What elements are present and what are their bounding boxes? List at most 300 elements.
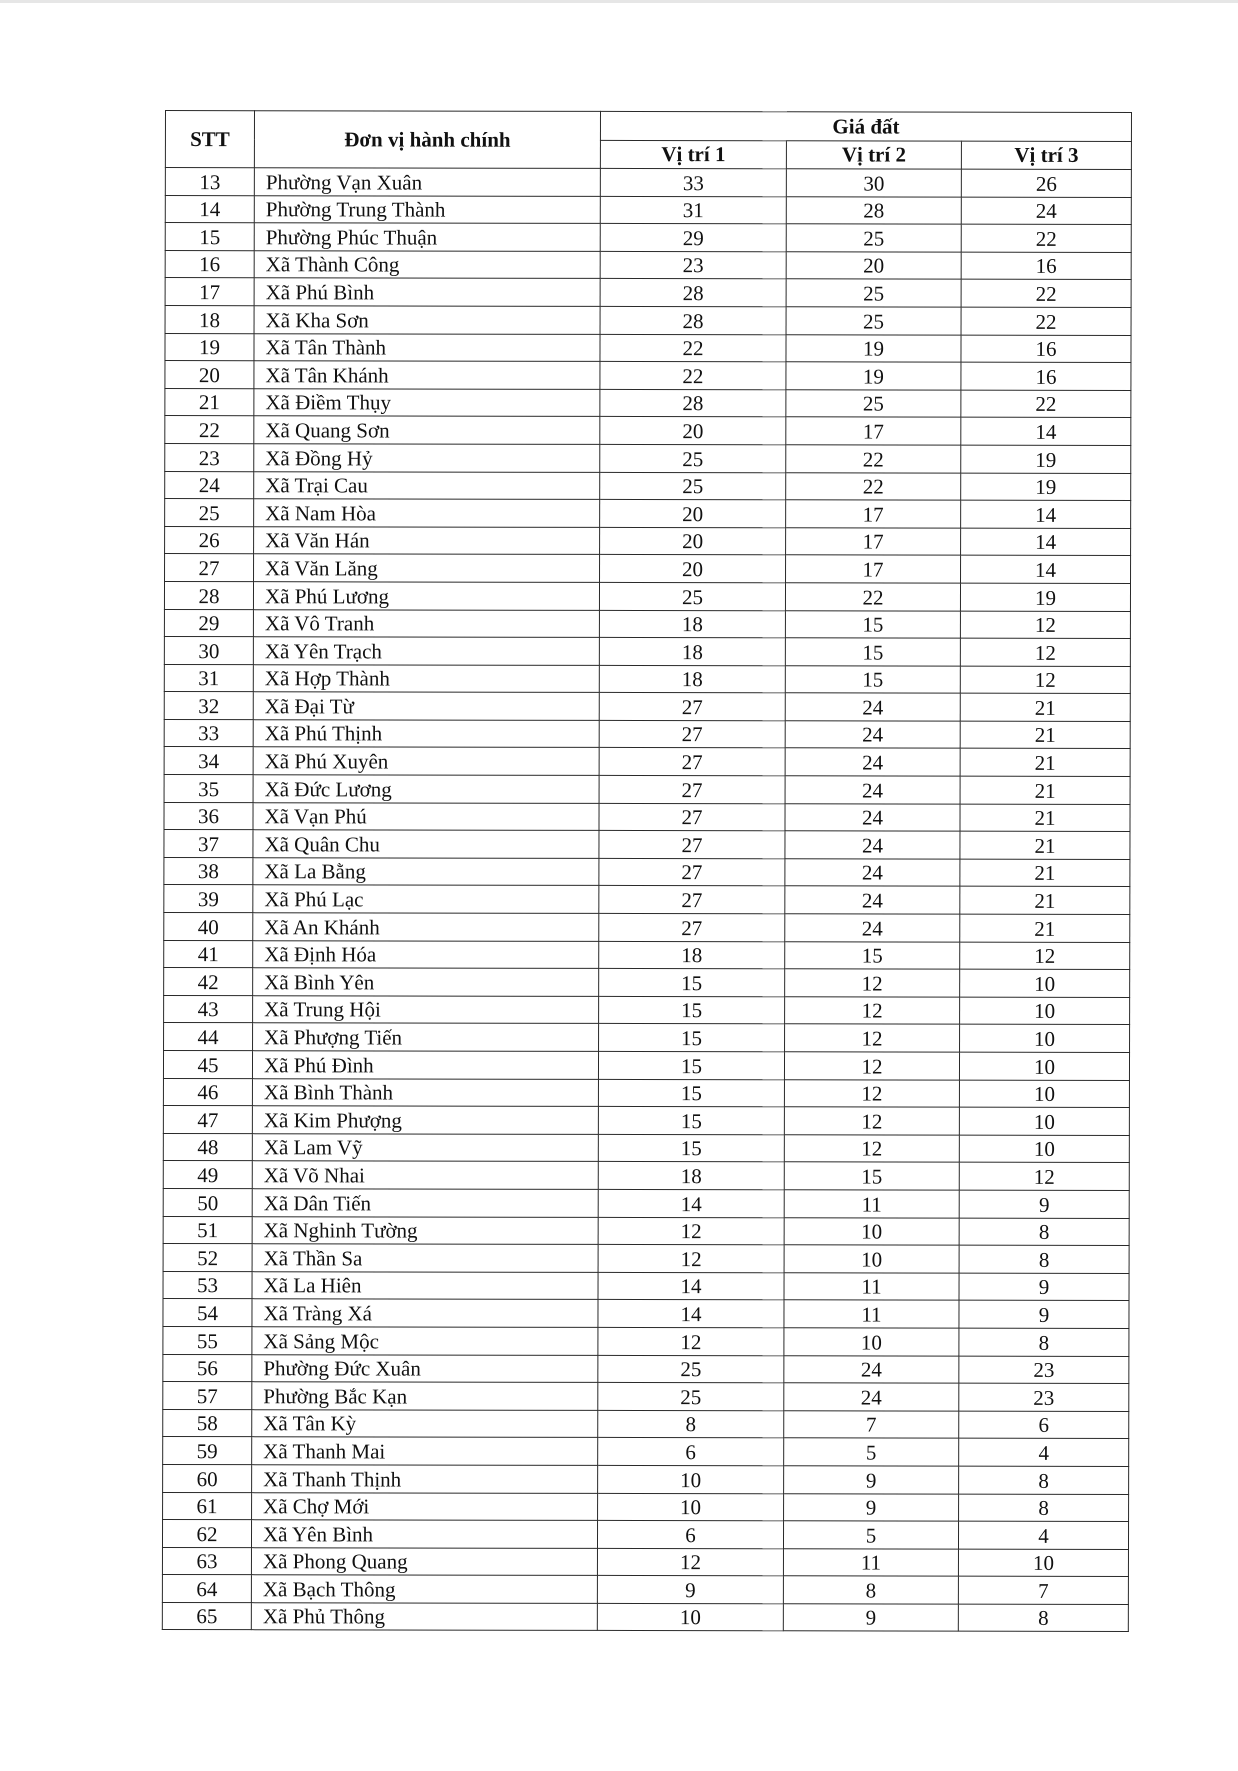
table-row bbox=[165, 499, 1131, 529]
row-price-position-2: 25 bbox=[786, 224, 961, 252]
row-admin-unit: Xã Phú Đình bbox=[252, 1051, 598, 1079]
table-row bbox=[164, 719, 1130, 749]
row-stt: 40 bbox=[164, 913, 253, 941]
row-price-position-2: 25 bbox=[786, 307, 961, 335]
row-price-position-1: 27 bbox=[599, 858, 785, 886]
row-stt: 27 bbox=[165, 554, 254, 582]
row-price-position-3: 9 bbox=[959, 1273, 1129, 1301]
row-admin-unit: Xã Phượng Tiến bbox=[253, 1023, 599, 1051]
row-admin-unit: Xã Tân Kỳ bbox=[252, 1409, 598, 1437]
row-price-position-1: 15 bbox=[598, 1134, 784, 1162]
row-price-position-1: 25 bbox=[598, 1355, 784, 1383]
row-price-position-3: 21 bbox=[960, 721, 1130, 749]
row-price-position-2: 24 bbox=[785, 859, 960, 887]
row-price-position-3: 9 bbox=[959, 1190, 1129, 1218]
row-price-position-3: 12 bbox=[960, 942, 1130, 970]
table-row bbox=[164, 857, 1130, 887]
row-price-position-1: 14 bbox=[598, 1189, 784, 1217]
table-row bbox=[165, 278, 1131, 308]
row-price-position-3: 24 bbox=[961, 197, 1131, 225]
row-price-position-3: 21 bbox=[960, 831, 1130, 859]
row-stt: 44 bbox=[164, 1023, 253, 1051]
row-price-position-2: 25 bbox=[786, 390, 961, 418]
row-admin-unit: Xã Phú Bình bbox=[254, 278, 600, 306]
row-stt: 51 bbox=[163, 1216, 252, 1244]
land-price-table-container bbox=[162, 110, 1131, 1632]
row-price-position-2: 19 bbox=[786, 334, 961, 362]
row-admin-unit: Phường Trung Thành bbox=[254, 195, 600, 223]
row-price-position-3: 6 bbox=[959, 1411, 1129, 1439]
row-price-position-3: 21 bbox=[960, 914, 1130, 942]
row-price-position-1: 18 bbox=[599, 638, 785, 666]
row-stt: 26 bbox=[165, 526, 254, 554]
row-stt: 32 bbox=[164, 692, 253, 720]
row-stt: 23 bbox=[165, 443, 254, 471]
row-stt: 61 bbox=[163, 1492, 252, 1520]
table-row bbox=[163, 1078, 1129, 1108]
table-row bbox=[165, 195, 1131, 225]
row-price-position-2: 15 bbox=[784, 1162, 959, 1190]
row-price-position-1: 28 bbox=[600, 389, 786, 417]
row-price-position-1: 33 bbox=[600, 168, 786, 196]
row-price-position-1: 12 bbox=[598, 1245, 784, 1273]
row-price-position-3: 12 bbox=[960, 666, 1130, 694]
row-price-position-1: 10 bbox=[598, 1465, 784, 1493]
row-price-position-1: 22 bbox=[600, 334, 786, 362]
row-price-position-3: 23 bbox=[959, 1356, 1129, 1384]
row-stt: 33 bbox=[164, 719, 253, 747]
row-price-position-1: 27 bbox=[599, 913, 785, 941]
row-price-position-2: 12 bbox=[784, 1079, 959, 1107]
table-row bbox=[165, 168, 1131, 198]
row-admin-unit: Xã Kim Phượng bbox=[252, 1106, 598, 1134]
row-price-position-2: 24 bbox=[785, 886, 960, 914]
row-price-position-1: 27 bbox=[599, 720, 785, 748]
row-price-position-1: 28 bbox=[600, 279, 786, 307]
row-price-position-1: 14 bbox=[598, 1300, 784, 1328]
row-stt: 31 bbox=[164, 664, 253, 692]
row-price-position-2: 17 bbox=[786, 555, 961, 583]
row-stt: 16 bbox=[165, 250, 254, 278]
table-row bbox=[164, 609, 1130, 639]
row-price-position-2: 22 bbox=[786, 445, 961, 473]
row-stt: 57 bbox=[163, 1382, 252, 1410]
row-admin-unit: Phường Bắc Kạn bbox=[252, 1382, 598, 1410]
row-price-position-2: 24 bbox=[784, 1355, 959, 1383]
row-price-position-1: 12 bbox=[598, 1327, 784, 1355]
row-stt: 37 bbox=[164, 830, 253, 858]
row-price-position-1: 20 bbox=[600, 417, 786, 445]
table-row bbox=[164, 747, 1130, 777]
table-body bbox=[162, 168, 1131, 1632]
row-price-position-3: 22 bbox=[961, 280, 1131, 308]
row-stt: 41 bbox=[164, 940, 253, 968]
row-price-position-2: 12 bbox=[784, 1135, 959, 1163]
table-row bbox=[165, 223, 1131, 253]
row-stt: 22 bbox=[165, 416, 254, 444]
row-stt: 17 bbox=[165, 278, 254, 306]
row-stt: 14 bbox=[165, 195, 254, 223]
row-admin-unit: Phường Vạn Xuân bbox=[254, 168, 600, 196]
row-price-position-2: 10 bbox=[784, 1328, 959, 1356]
row-price-position-2: 8 bbox=[783, 1576, 958, 1604]
row-stt: 39 bbox=[164, 885, 253, 913]
row-price-position-1: 27 bbox=[599, 775, 785, 803]
row-stt: 62 bbox=[162, 1520, 251, 1548]
row-price-position-2: 17 bbox=[786, 500, 961, 528]
table-header bbox=[165, 111, 1131, 170]
row-admin-unit: Xã Định Hóa bbox=[253, 940, 599, 968]
row-admin-unit: Xã Bình Yên bbox=[253, 968, 599, 996]
header-position-1: Vị trí 1 bbox=[600, 140, 786, 169]
table-row bbox=[163, 1106, 1129, 1136]
row-stt: 35 bbox=[164, 775, 253, 803]
row-price-position-3: 7 bbox=[958, 1576, 1128, 1604]
row-stt: 13 bbox=[165, 168, 254, 196]
row-price-position-1: 28 bbox=[600, 306, 786, 334]
row-stt: 42 bbox=[164, 968, 253, 996]
row-admin-unit: Xã Bạch Thông bbox=[251, 1575, 597, 1603]
table-row bbox=[164, 1023, 1130, 1053]
row-price-position-3: 8 bbox=[959, 1245, 1129, 1273]
row-stt: 18 bbox=[165, 305, 254, 333]
row-stt: 48 bbox=[163, 1133, 252, 1161]
row-price-position-3: 19 bbox=[961, 473, 1131, 501]
row-stt: 49 bbox=[163, 1161, 252, 1189]
row-price-position-3: 19 bbox=[961, 445, 1131, 473]
row-price-position-1: 15 bbox=[599, 969, 785, 997]
row-admin-unit: Xã Phủ Thông bbox=[251, 1603, 597, 1631]
row-price-position-1: 12 bbox=[598, 1217, 784, 1245]
row-price-position-2: 24 bbox=[784, 1383, 959, 1411]
row-stt: 65 bbox=[162, 1602, 251, 1630]
table-row bbox=[163, 1409, 1129, 1439]
row-stt: 58 bbox=[163, 1409, 252, 1437]
row-price-position-3: 8 bbox=[959, 1494, 1129, 1522]
row-admin-unit: Xã Thanh Thịnh bbox=[252, 1465, 598, 1493]
row-price-position-1: 27 bbox=[599, 693, 785, 721]
row-price-position-3: 21 bbox=[960, 776, 1130, 804]
row-price-position-2: 15 bbox=[785, 665, 960, 693]
row-price-position-3: 14 bbox=[961, 418, 1131, 446]
row-price-position-3: 10 bbox=[959, 1135, 1129, 1163]
table-row bbox=[163, 1161, 1129, 1191]
row-price-position-1: 12 bbox=[597, 1548, 783, 1576]
row-price-position-2: 12 bbox=[785, 997, 960, 1025]
row-price-position-1: 25 bbox=[600, 472, 786, 500]
row-price-position-1: 18 bbox=[599, 610, 785, 638]
row-price-position-1: 29 bbox=[600, 224, 786, 252]
row-stt: 59 bbox=[163, 1437, 252, 1465]
row-price-position-1: 10 bbox=[597, 1603, 783, 1631]
row-price-position-3: 8 bbox=[958, 1604, 1128, 1632]
row-price-position-2: 11 bbox=[784, 1273, 959, 1301]
row-price-position-3: 10 bbox=[959, 1107, 1129, 1135]
row-price-position-3: 22 bbox=[961, 307, 1131, 335]
table-row bbox=[162, 1602, 1128, 1632]
row-price-position-3: 12 bbox=[959, 1163, 1129, 1191]
row-price-position-1: 23 bbox=[600, 251, 786, 279]
row-stt: 53 bbox=[163, 1271, 252, 1299]
row-price-position-2: 9 bbox=[784, 1466, 959, 1494]
row-admin-unit: Xã Đại Từ bbox=[253, 692, 599, 720]
row-stt: 43 bbox=[164, 995, 253, 1023]
row-stt: 36 bbox=[164, 802, 253, 830]
row-price-position-3: 10 bbox=[960, 1025, 1130, 1053]
row-stt: 21 bbox=[165, 388, 254, 416]
row-price-position-3: 23 bbox=[959, 1383, 1129, 1411]
table-row bbox=[164, 940, 1130, 970]
row-price-position-3: 12 bbox=[960, 638, 1130, 666]
row-stt: 50 bbox=[163, 1188, 252, 1216]
row-price-position-2: 24 bbox=[785, 748, 960, 776]
row-price-position-2: 24 bbox=[785, 831, 960, 859]
table-row bbox=[162, 1547, 1128, 1577]
row-admin-unit: Xã Văn Lăng bbox=[254, 554, 600, 582]
row-stt: 34 bbox=[164, 747, 253, 775]
page-top-edge bbox=[0, 0, 1238, 3]
table-row bbox=[165, 250, 1131, 280]
row-price-position-3: 21 bbox=[960, 749, 1130, 777]
row-admin-unit: Xã Vô Tranh bbox=[253, 609, 599, 637]
table-row bbox=[163, 1464, 1129, 1494]
row-admin-unit: Xã Phú Lạc bbox=[253, 885, 599, 913]
table-row bbox=[164, 775, 1130, 805]
row-admin-unit: Xã Đồng Hỷ bbox=[254, 444, 600, 472]
row-price-position-1: 6 bbox=[597, 1521, 783, 1549]
row-admin-unit: Xã Nghinh Tường bbox=[252, 1216, 598, 1244]
row-stt: 55 bbox=[163, 1326, 252, 1354]
row-price-position-1: 27 bbox=[599, 831, 785, 859]
row-price-position-2: 15 bbox=[785, 638, 960, 666]
row-price-position-2: 17 bbox=[786, 417, 961, 445]
row-price-position-1: 15 bbox=[598, 1079, 784, 1107]
row-stt: 47 bbox=[163, 1106, 252, 1134]
row-stt: 54 bbox=[163, 1299, 252, 1327]
row-admin-unit: Xã Hợp Thành bbox=[253, 664, 599, 692]
row-price-position-3: 8 bbox=[959, 1466, 1129, 1494]
row-price-position-2: 5 bbox=[783, 1521, 958, 1549]
row-admin-unit: Xã Phong Quang bbox=[251, 1547, 597, 1575]
row-price-position-1: 14 bbox=[598, 1272, 784, 1300]
row-price-position-1: 18 bbox=[599, 941, 785, 969]
table-row bbox=[165, 471, 1131, 501]
row-admin-unit: Xã Kha Sơn bbox=[254, 306, 600, 334]
row-price-position-1: 25 bbox=[598, 1383, 784, 1411]
row-price-position-3: 21 bbox=[960, 804, 1130, 832]
table-row bbox=[163, 1188, 1129, 1218]
row-price-position-2: 12 bbox=[784, 1107, 959, 1135]
row-admin-unit: Xã Quang Sơn bbox=[254, 416, 600, 444]
table-row bbox=[163, 1216, 1129, 1246]
row-price-position-2: 11 bbox=[784, 1300, 959, 1328]
row-price-position-2: 7 bbox=[784, 1411, 959, 1439]
row-price-position-1: 27 bbox=[599, 886, 785, 914]
row-admin-unit: Xã Phú Thịnh bbox=[253, 720, 599, 748]
row-price-position-3: 8 bbox=[959, 1218, 1129, 1246]
table-row bbox=[165, 361, 1131, 391]
row-stt: 64 bbox=[162, 1575, 251, 1603]
row-admin-unit: Xã Phú Xuyên bbox=[253, 747, 599, 775]
row-admin-unit: Xã Chợ Mới bbox=[252, 1492, 598, 1520]
row-admin-unit: Xã Bình Thành bbox=[252, 1078, 598, 1106]
row-price-position-2: 10 bbox=[784, 1245, 959, 1273]
row-price-position-3: 26 bbox=[961, 169, 1131, 197]
land-price-table bbox=[162, 110, 1132, 1632]
row-price-position-1: 8 bbox=[598, 1410, 784, 1438]
row-price-position-1: 27 bbox=[599, 748, 785, 776]
row-admin-unit: Xã Lam Vỹ bbox=[252, 1133, 598, 1161]
table-row bbox=[164, 692, 1130, 722]
row-price-position-1: 10 bbox=[598, 1493, 784, 1521]
header-position-3: Vị trí 3 bbox=[961, 141, 1131, 170]
table-row bbox=[164, 802, 1130, 832]
row-admin-unit: Xã Nam Hòa bbox=[254, 499, 600, 527]
row-price-position-2: 5 bbox=[784, 1438, 959, 1466]
table-row bbox=[162, 1575, 1128, 1605]
row-stt: 25 bbox=[165, 499, 254, 527]
row-admin-unit: Phường Phúc Thuận bbox=[254, 223, 600, 251]
row-price-position-3: 9 bbox=[959, 1301, 1129, 1329]
row-price-position-1: 25 bbox=[599, 582, 785, 610]
row-price-position-2: 20 bbox=[786, 252, 961, 280]
row-admin-unit: Xã Yên Bình bbox=[251, 1520, 597, 1548]
row-price-position-1: 20 bbox=[600, 500, 786, 528]
row-admin-unit: Xã Tân Thành bbox=[254, 333, 600, 361]
row-price-position-3: 16 bbox=[961, 335, 1131, 363]
row-stt: 60 bbox=[163, 1464, 252, 1492]
table-row bbox=[164, 968, 1130, 998]
row-admin-unit: Xã Vạn Phú bbox=[253, 802, 599, 830]
table-row bbox=[163, 1382, 1129, 1412]
table-row bbox=[164, 885, 1130, 915]
row-price-position-3: 4 bbox=[958, 1521, 1128, 1549]
row-price-position-2: 11 bbox=[784, 1190, 959, 1218]
row-admin-unit: Xã Trại Cau bbox=[254, 471, 600, 499]
row-price-position-2: 9 bbox=[783, 1604, 958, 1632]
table-row bbox=[164, 995, 1130, 1025]
row-admin-unit: Xã Tràng Xá bbox=[252, 1299, 598, 1327]
row-price-position-3: 14 bbox=[961, 528, 1131, 556]
row-stt: 28 bbox=[164, 581, 253, 609]
row-admin-unit: Xã Thành Công bbox=[254, 250, 600, 278]
header-row-top bbox=[165, 111, 1131, 142]
row-price-position-3: 10 bbox=[959, 1080, 1129, 1108]
row-price-position-1: 25 bbox=[600, 444, 786, 472]
row-price-position-3: 16 bbox=[961, 362, 1131, 390]
row-price-position-2: 24 bbox=[785, 693, 960, 721]
row-price-position-2: 10 bbox=[784, 1217, 959, 1245]
table-row bbox=[163, 1133, 1129, 1163]
row-price-position-3: 10 bbox=[960, 997, 1130, 1025]
row-price-position-1: 9 bbox=[597, 1576, 783, 1604]
row-price-position-1: 20 bbox=[600, 555, 786, 583]
row-price-position-3: 12 bbox=[960, 611, 1130, 639]
table-row bbox=[163, 1271, 1129, 1301]
table-row bbox=[164, 913, 1130, 943]
row-admin-unit: Xã Trung Hội bbox=[253, 995, 599, 1023]
row-price-position-3: 10 bbox=[960, 969, 1130, 997]
table-row bbox=[165, 305, 1131, 335]
row-price-position-1: 15 bbox=[599, 1024, 785, 1052]
row-price-position-3: 10 bbox=[959, 1052, 1129, 1080]
row-admin-unit: Xã Điềm Thụy bbox=[254, 388, 600, 416]
table-row bbox=[163, 1050, 1129, 1080]
table-row bbox=[163, 1492, 1129, 1522]
row-admin-unit: Xã Phú Lương bbox=[253, 582, 599, 610]
row-price-position-3: 10 bbox=[958, 1549, 1128, 1577]
row-price-position-3: 22 bbox=[961, 224, 1131, 252]
row-price-position-2: 15 bbox=[785, 610, 960, 638]
row-admin-unit: Xã Đức Lương bbox=[253, 775, 599, 803]
row-price-position-3: 14 bbox=[961, 500, 1131, 528]
row-price-position-2: 28 bbox=[786, 196, 961, 224]
row-price-position-3: 14 bbox=[961, 555, 1131, 583]
row-stt: 29 bbox=[164, 609, 253, 637]
row-price-position-2: 19 bbox=[786, 362, 961, 390]
row-price-position-2: 24 bbox=[785, 803, 960, 831]
row-price-position-2: 22 bbox=[785, 583, 960, 611]
table-row bbox=[164, 664, 1130, 694]
row-price-position-1: 31 bbox=[600, 196, 786, 224]
row-stt: 15 bbox=[165, 223, 254, 251]
row-price-position-2: 12 bbox=[784, 1052, 959, 1080]
row-admin-unit: Xã Quân Chu bbox=[253, 830, 599, 858]
header-land-price: Giá đất bbox=[600, 111, 1131, 141]
row-admin-unit: Xã La Bằng bbox=[253, 858, 599, 886]
row-stt: 20 bbox=[165, 361, 254, 389]
row-admin-unit: Phường Đức Xuân bbox=[252, 1354, 598, 1382]
row-stt: 46 bbox=[163, 1078, 252, 1106]
table-row bbox=[164, 830, 1130, 860]
row-price-position-2: 12 bbox=[785, 1024, 960, 1052]
table-row bbox=[164, 581, 1130, 611]
row-stt: 30 bbox=[164, 637, 253, 665]
row-price-position-1: 6 bbox=[598, 1438, 784, 1466]
table-row bbox=[165, 443, 1131, 473]
table-row bbox=[163, 1244, 1129, 1274]
row-admin-unit: Xã Sảng Mộc bbox=[252, 1327, 598, 1355]
table-row bbox=[165, 526, 1131, 556]
row-price-position-1: 15 bbox=[598, 1051, 784, 1079]
row-price-position-3: 8 bbox=[959, 1328, 1129, 1356]
row-price-position-2: 9 bbox=[784, 1493, 959, 1521]
row-price-position-1: 15 bbox=[599, 996, 785, 1024]
table-row bbox=[165, 333, 1131, 363]
row-admin-unit: Xã Dân Tiến bbox=[252, 1189, 598, 1217]
row-price-position-2: 24 bbox=[785, 776, 960, 804]
row-price-position-1: 18 bbox=[599, 665, 785, 693]
header-admin-unit: Đơn vị hành chính bbox=[254, 111, 600, 169]
row-price-position-1: 22 bbox=[600, 362, 786, 390]
row-stt: 45 bbox=[163, 1050, 252, 1078]
table-row bbox=[163, 1354, 1129, 1384]
table-row bbox=[163, 1299, 1129, 1329]
row-admin-unit: Xã Thanh Mai bbox=[252, 1437, 598, 1465]
row-price-position-2: 30 bbox=[786, 169, 961, 197]
row-price-position-2: 24 bbox=[785, 721, 960, 749]
row-admin-unit: Xã An Khánh bbox=[253, 913, 599, 941]
row-price-position-3: 16 bbox=[961, 252, 1131, 280]
row-stt: 19 bbox=[165, 333, 254, 361]
row-admin-unit: Xã Tân Khánh bbox=[254, 361, 600, 389]
row-admin-unit: Xã Yên Trạch bbox=[253, 637, 599, 665]
row-admin-unit: Xã Văn Hán bbox=[254, 526, 600, 554]
table-row bbox=[162, 1520, 1128, 1550]
row-price-position-1: 27 bbox=[599, 803, 785, 831]
row-price-position-2: 11 bbox=[783, 1548, 958, 1576]
table-row bbox=[163, 1326, 1129, 1356]
